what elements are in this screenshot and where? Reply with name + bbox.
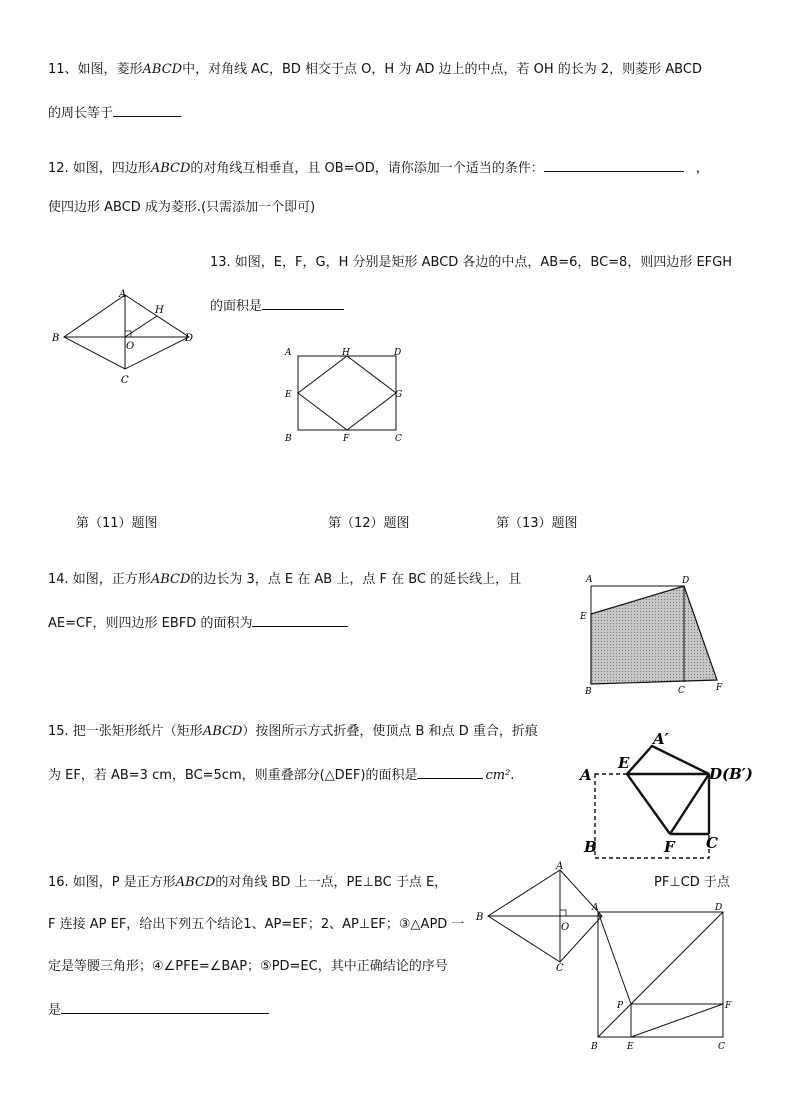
fig16-label-d: D: [715, 903, 723, 913]
fig14-label-f: F: [716, 683, 723, 693]
fig16-label-p: P: [617, 1001, 624, 1011]
fig11-rhombus: [45, 285, 205, 395]
fig15-label-a: A: [580, 766, 592, 784]
fig13-rectangle: [282, 344, 412, 444]
fig11-label-d: D: [185, 333, 194, 344]
q14-line2: AE=CF，则四边形 EBFD 的面积为: [48, 614, 348, 632]
fig14-label-a: A: [586, 575, 593, 585]
fig14-square: [576, 574, 726, 697]
q16-line3: 定是等腰三角形；④∠PFE=∠BAP；⑤PD=EC，其中正确结论的序号: [48, 959, 448, 974]
fig12-label-c: C: [556, 963, 564, 974]
q14-line1: 14. 如图，正方形ABCD的边长为 3，点 E 在 AB 上，点 F 在 BC 的延长线上，且: [48, 572, 522, 587]
fig14-label-e: E: [580, 612, 587, 622]
q15-line2: 为 EF，若 AB=3 cm，BC=5cm，则重叠部分(△DEF)的面积是 cm².: [48, 768, 515, 783]
fig16-label-e: E: [627, 1042, 634, 1052]
fig14-label-b: B: [585, 687, 592, 697]
fig16-label-b: B: [591, 1042, 598, 1052]
fig13-label-f: F: [343, 434, 350, 444]
q16-answer-blank[interactable]: [61, 1001, 269, 1014]
q13-line1: 13. 如图，E，F，G，H 分别是矩形 ABCD 各边的中点，AB=6，BC=8，则四边形 EFGH: [210, 255, 732, 270]
fig15-label-f: F: [664, 838, 675, 856]
q12-answer-blank[interactable]: [544, 159, 684, 172]
fig15-label-a-prime: A′: [653, 730, 669, 748]
fig13-label-d: D: [394, 348, 402, 358]
fig16-square: [588, 898, 738, 1058]
q11-line1: 11、如图，菱形ABCD中，对角线 AC，BD 相交于点 O，H 为 AD 边上的中点，若 OH 的长为 2，则菱形 ABCD: [48, 62, 702, 77]
fig15-label-d-bprime: D(B′): [709, 765, 753, 783]
q16-line4: 是: [48, 1001, 269, 1019]
caption-13: 第（13）题图: [496, 516, 578, 531]
q13-line2: 的面积是: [210, 297, 344, 315]
caption-12: 第（12）题图: [328, 516, 410, 531]
fig13-label-b: B: [285, 434, 292, 444]
q12-line1: 12. 如图，四边形ABCD的对角线互相垂直，且 OB=OD，请你添加一个适当的条件： ，: [48, 161, 709, 176]
q11-line2: 的周长等于: [48, 104, 181, 122]
fig12-label-a: A: [556, 861, 564, 872]
fig11-label-b: B: [52, 333, 60, 344]
fig13-label-c: C: [395, 434, 402, 444]
fig13-label-e: E: [285, 390, 292, 400]
fig15-label-b: B: [584, 838, 597, 856]
fig15-folding: [578, 726, 753, 856]
q15-line1: 15. 把一张矩形纸片（矩形ABCD）按图所示方式折叠，使顶点 B 和点 D 重合，折痕: [48, 724, 538, 739]
fig11-label-o: O: [126, 341, 135, 352]
fig14-label-c: C: [678, 686, 685, 696]
fig13-label-a: A: [285, 348, 292, 358]
q15-answer-blank[interactable]: [417, 766, 483, 779]
fig12-label-o: O: [561, 922, 570, 933]
fig11-label-c: C: [121, 375, 129, 386]
fig15-label-e: E: [618, 754, 630, 772]
fig16-label-a: A: [592, 903, 599, 913]
q16-line2: F 连接 AP EF，给出下列五个结论1、AP=EF；2、AP⊥EF；③△APD 一: [48, 917, 465, 932]
q16-line1-end: PF⊥CD 于点: [654, 875, 730, 890]
fig15-label-c: C: [706, 834, 718, 852]
q11-abcd: ABCD: [142, 62, 183, 77]
q15-unit: cm²: [485, 768, 511, 783]
fig11-label-h: H: [155, 305, 164, 316]
fig14-label-d: D: [682, 576, 690, 586]
fig16-label-c: C: [718, 1042, 725, 1052]
caption-11: 第（11）题图: [76, 516, 158, 531]
q16-line1: 16. 如图，P 是正方形ABCD的对角线 BD 上一点，PE⊥BC 于点 E，: [48, 875, 448, 890]
q11-answer-blank[interactable]: [113, 104, 181, 117]
fig13-label-g: G: [395, 390, 403, 400]
fig12-label-b: B: [476, 912, 484, 923]
fig16-label-f: F: [725, 1001, 732, 1011]
q13-answer-blank[interactable]: [262, 297, 344, 310]
fig11-label-a: A: [119, 289, 127, 300]
q14-answer-blank[interactable]: [252, 614, 348, 627]
q12-line2: 使四边形 ABCD 成为菱形.(只需添加一个即可): [48, 200, 316, 215]
fig13-label-h: H: [342, 348, 350, 358]
